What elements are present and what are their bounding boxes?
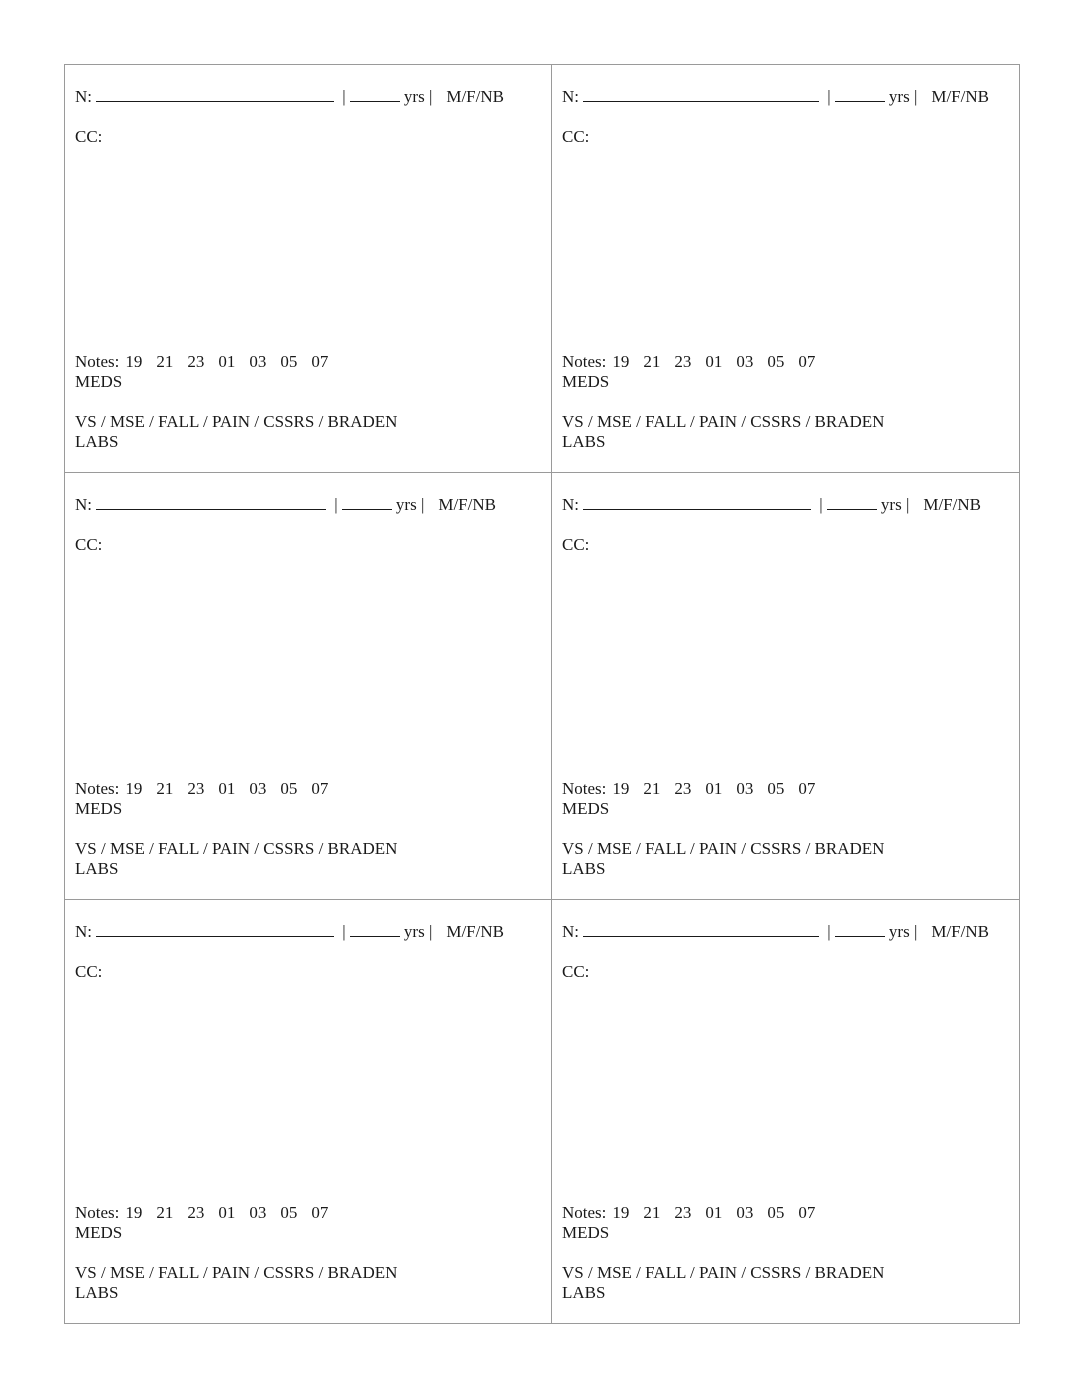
- hour-05: 05: [280, 779, 298, 798]
- hour-23: 23: [674, 352, 692, 371]
- notes-row: [562, 779, 815, 799]
- meds-label: MEDS: [562, 799, 610, 818]
- assessments-label: VS / MSE / FALL / PAIN / CSSRS / BRADEN: [75, 1263, 398, 1282]
- assessments-label: VS / MSE / FALL / PAIN / CSSRS / BRADEN: [75, 839, 398, 858]
- hour-07: 07: [798, 779, 816, 798]
- assessments-label: VS / MSE / FALL / PAIN / CSSRS / BRADEN: [562, 412, 885, 431]
- hour-03: 03: [249, 779, 267, 798]
- notes-label: Notes:: [562, 1203, 607, 1222]
- sex-options[interactable]: M/F/NB: [438, 495, 496, 514]
- labs-label: LABS: [562, 1283, 606, 1302]
- assessments-label: VS / MSE / FALL / PAIN / CSSRS / BRADEN: [562, 1263, 885, 1282]
- hour-07: 07: [798, 352, 816, 371]
- notes-row: [75, 352, 328, 372]
- name-field[interactable]: [96, 495, 326, 510]
- hour-01: 01: [705, 779, 723, 798]
- patient-report-sheet: [64, 64, 1020, 1324]
- separator: |: [334, 495, 338, 514]
- hour-05: 05: [767, 1203, 785, 1222]
- hour-01: 01: [218, 1203, 236, 1222]
- meds-label: MEDS: [75, 799, 123, 818]
- name-label: N:: [562, 87, 579, 106]
- age-field[interactable]: [827, 495, 877, 510]
- hour-21: 21: [156, 1203, 174, 1222]
- age-unit: yrs: [403, 87, 425, 106]
- age-field[interactable]: [835, 922, 885, 937]
- labs-label: LABS: [75, 1283, 119, 1302]
- patient-header: [75, 922, 504, 942]
- hour-21: 21: [643, 352, 661, 371]
- patient-card: [65, 65, 551, 472]
- hour-03: 03: [736, 352, 754, 371]
- separator: |: [420, 495, 425, 514]
- name-label: N:: [75, 495, 92, 514]
- hour-19: 19: [125, 779, 143, 798]
- name-label: N:: [562, 922, 579, 941]
- separator: |: [913, 922, 918, 941]
- patient-card: [65, 899, 551, 1323]
- name-field[interactable]: [583, 922, 819, 937]
- chief-complaint-label: CC:: [75, 535, 103, 554]
- chief-complaint-label: CC:: [562, 535, 590, 554]
- labs-label: LABS: [75, 432, 119, 451]
- name-field[interactable]: [96, 922, 334, 937]
- hour-19: 19: [612, 779, 630, 798]
- hour-03: 03: [249, 352, 267, 371]
- age-field[interactable]: [835, 87, 885, 102]
- name-label: N:: [75, 922, 92, 941]
- separator: |: [913, 87, 918, 106]
- sex-options[interactable]: M/F/NB: [931, 87, 989, 106]
- age-field[interactable]: [350, 922, 400, 937]
- notes-row: [562, 1203, 815, 1223]
- hour-19: 19: [125, 352, 143, 371]
- name-label: N:: [562, 495, 579, 514]
- labs-label: LABS: [75, 859, 119, 878]
- hour-03: 03: [736, 1203, 754, 1222]
- separator: |: [342, 87, 346, 106]
- notes-label: Notes:: [75, 779, 120, 798]
- meds-label: MEDS: [75, 372, 123, 391]
- age-unit: yrs: [403, 922, 425, 941]
- hour-21: 21: [156, 352, 174, 371]
- patient-card: [551, 65, 1019, 472]
- notes-label: Notes:: [562, 779, 607, 798]
- separator: |: [827, 87, 831, 106]
- hour-21: 21: [156, 779, 174, 798]
- patient-header: [75, 87, 504, 107]
- hour-23: 23: [187, 352, 205, 371]
- labs-label: LABS: [562, 432, 606, 451]
- meds-label: MEDS: [75, 1223, 123, 1242]
- assessments-label: VS / MSE / FALL / PAIN / CSSRS / BRADEN: [562, 839, 885, 858]
- separator: |: [342, 922, 346, 941]
- notes-row: [75, 779, 328, 799]
- hour-19: 19: [612, 352, 630, 371]
- chief-complaint-label: CC:: [562, 127, 590, 146]
- hour-07: 07: [311, 352, 329, 371]
- hour-07: 07: [798, 1203, 816, 1222]
- hour-03: 03: [736, 779, 754, 798]
- hour-05: 05: [280, 352, 298, 371]
- hour-05: 05: [767, 352, 785, 371]
- hour-05: 05: [767, 779, 785, 798]
- patient-header: [562, 87, 989, 107]
- sex-options[interactable]: M/F/NB: [923, 495, 981, 514]
- name-label: N:: [75, 87, 92, 106]
- hour-21: 21: [643, 779, 661, 798]
- hour-23: 23: [187, 1203, 205, 1222]
- notes-label: Notes:: [562, 352, 607, 371]
- age-unit: yrs: [888, 87, 910, 106]
- age-unit: yrs: [395, 495, 417, 514]
- hour-01: 01: [705, 1203, 723, 1222]
- assessments-label: VS / MSE / FALL / PAIN / CSSRS / BRADEN: [75, 412, 398, 431]
- name-field[interactable]: [583, 495, 811, 510]
- hour-07: 07: [311, 779, 329, 798]
- hour-19: 19: [125, 1203, 143, 1222]
- meds-label: MEDS: [562, 1223, 610, 1242]
- hour-19: 19: [612, 1203, 630, 1222]
- separator: |: [428, 922, 433, 941]
- patient-header: [562, 922, 989, 942]
- name-field[interactable]: [583, 87, 819, 102]
- hour-01: 01: [218, 779, 236, 798]
- age-unit: yrs: [880, 495, 902, 514]
- separator: |: [428, 87, 433, 106]
- hour-03: 03: [249, 1203, 267, 1222]
- meds-label: MEDS: [562, 372, 610, 391]
- age-field[interactable]: [342, 495, 392, 510]
- notes-row: [562, 352, 815, 372]
- chief-complaint-label: CC:: [562, 962, 590, 981]
- age-unit: yrs: [888, 922, 910, 941]
- sex-options[interactable]: M/F/NB: [446, 87, 504, 106]
- hour-21: 21: [643, 1203, 661, 1222]
- patient-card: [65, 472, 551, 899]
- hour-01: 01: [705, 352, 723, 371]
- notes-label: Notes:: [75, 1203, 120, 1222]
- chief-complaint-label: CC:: [75, 127, 103, 146]
- patient-card: [551, 472, 1019, 899]
- hour-05: 05: [280, 1203, 298, 1222]
- patient-header: [562, 495, 981, 515]
- hour-23: 23: [674, 779, 692, 798]
- separator: |: [827, 922, 831, 941]
- patient-header: [75, 495, 496, 515]
- hour-01: 01: [218, 352, 236, 371]
- sex-options[interactable]: M/F/NB: [446, 922, 504, 941]
- notes-label: Notes:: [75, 352, 120, 371]
- hour-07: 07: [311, 1203, 329, 1222]
- labs-label: LABS: [562, 859, 606, 878]
- name-field[interactable]: [96, 87, 334, 102]
- chief-complaint-label: CC:: [75, 962, 103, 981]
- age-field[interactable]: [350, 87, 400, 102]
- sex-options[interactable]: M/F/NB: [931, 922, 989, 941]
- hour-23: 23: [187, 779, 205, 798]
- hour-23: 23: [674, 1203, 692, 1222]
- patient-card: [551, 899, 1019, 1323]
- separator: |: [819, 495, 823, 514]
- separator: |: [905, 495, 910, 514]
- notes-row: [75, 1203, 328, 1223]
